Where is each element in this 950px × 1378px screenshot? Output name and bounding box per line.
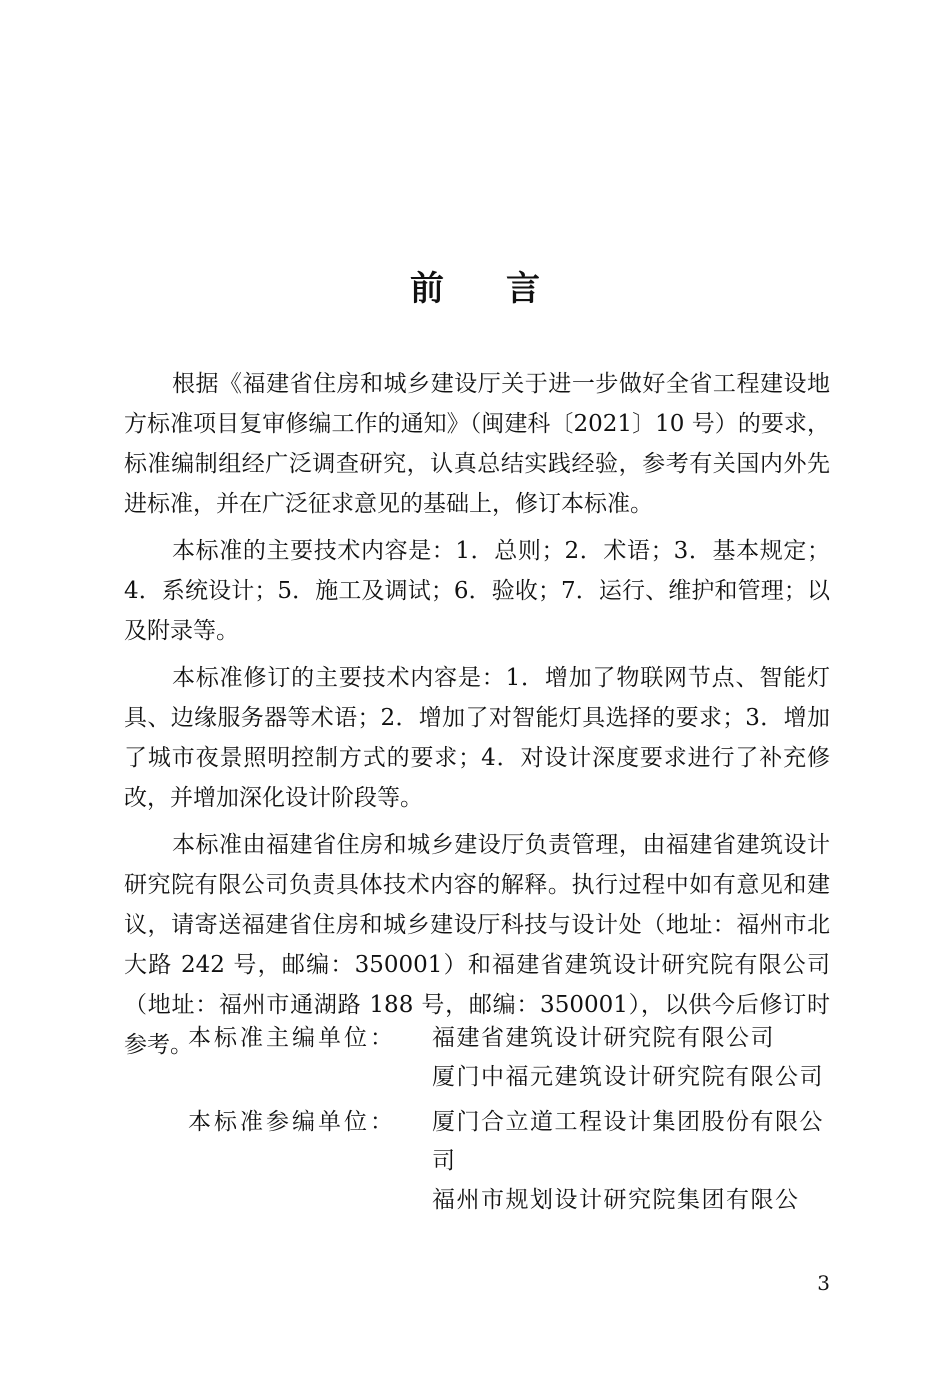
chief-editor-unit: 厦门中福元建筑设计研究院有限公司 [432,1064,824,1090]
page-title: 前言 [410,269,602,309]
participating-editor-unit: 福州市规划设计研究院集团有限公 [432,1187,800,1213]
paragraph-basis: 根据《福建省住房和城乡建设厅关于进一步做好全省工程建设地方标准项目复审修编工作的通知》（闽建科〔2021〕10 号）的要求，标准编制组经广泛调查研究，认真总结实践经验，参考有关国内外先进标准，并在广泛征求意见的基础上，修订本标准。 [124,371,830,517]
paragraph-main-content: 本标准的主要技术内容是：1．总则；2．术语；3．基本规定；4．系统设计；5．施工及调试；6．验收；7．运行、维护和管理；以及附录等。 [124,538,830,644]
chief-editor-label: 本标准主编单位： [188,1025,396,1051]
participating-editor-list [432,1103,828,1220]
chief-editor-list [432,1019,828,1097]
page-number: 3 [817,1271,830,1295]
chief-editor-row [188,1019,828,1097]
participating-editor-unit: 厦门合立道工程设计集团股份有限公司 [432,1109,824,1174]
paragraph-management-contact: 本标准由福建省住房和城乡建设厅负责管理，由福建省建筑设计研究院有限公司负责具体技术内容的解释。执行过程中如有意见和建议，请寄送福建省住房和城乡建设厅科技与设计处（地址：福州市北大路 242 号，邮编：350001）和福建省建筑设计研究院有限公司（地址：福州市通湖路 188 号，邮编：350001），以供今后修订时参考。 [124,832,830,1058]
paragraph-revision-content: 本标准修订的主要技术内容是：1．增加了物联网节点、智能灯具、边缘服务器等术语；2．增加了对智能灯具选择的要求；3．增加了城市夜景照明控制方式的要求；4．对设计深度要求进行了补充修改，并增加深化设计阶段等。 [124,665,830,811]
participating-editor-label: 本标准参编单位： [188,1109,396,1135]
participating-editor-row [188,1103,828,1220]
preface-body [124,364,830,1065]
editing-units [188,1019,828,1220]
chief-editor-unit: 福建省建筑设计研究院有限公司 [432,1025,775,1051]
